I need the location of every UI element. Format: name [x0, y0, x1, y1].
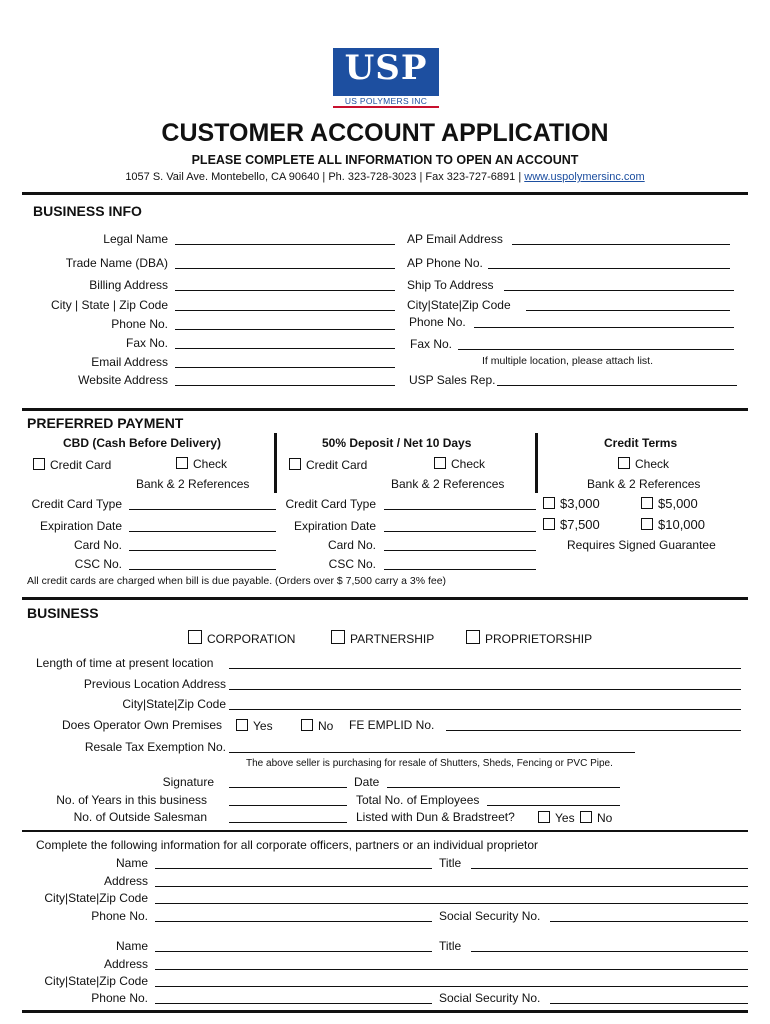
owns-premises-label: Does Operator Own Premises [62, 718, 223, 732]
option-label: Check [193, 457, 228, 471]
option-label: CORPORATION [207, 632, 296, 646]
resale-field[interactable] [229, 752, 635, 753]
section-divider [22, 597, 748, 600]
fein-field[interactable] [446, 730, 741, 731]
business-info-heading: BUSINESS INFO [33, 203, 142, 219]
checkbox-icon[interactable] [236, 719, 248, 731]
officer1-title-label: Title [439, 856, 462, 870]
business-city-field[interactable] [229, 709, 741, 710]
business-city-label: City|State|Zip Code [122, 697, 226, 711]
ship-phone-label: Phone No. [409, 315, 466, 329]
option-label: $10,000 [658, 517, 705, 532]
officer2-ssn-label: Social Security No. [439, 991, 541, 1005]
proprietorship-option[interactable] [466, 630, 592, 645]
option-label: $3,000 [560, 496, 600, 511]
legal-name-field[interactable] [175, 244, 395, 245]
prev-location-label: Previous Location Address [83, 677, 226, 691]
officer1-address-field[interactable] [155, 886, 748, 887]
checkbox-icon[interactable] [580, 811, 592, 823]
trade-name-field[interactable] [175, 268, 395, 269]
credit-bank-refs: Bank & 2 References [587, 477, 701, 491]
checkbox-icon[interactable] [301, 719, 313, 731]
deposit-expiration-label: Expiration Date [293, 519, 376, 533]
officer1-city-field[interactable] [155, 903, 748, 904]
checkbox-icon[interactable] [188, 630, 202, 644]
officer1-ssn-label: Social Security No. [439, 909, 541, 923]
cbd-card-no-label: Card No. [73, 538, 122, 552]
checkbox-icon[interactable] [289, 458, 301, 470]
option-label: PROPRIETORSHIP [485, 632, 593, 646]
owns-yes-option[interactable] [236, 719, 273, 732]
option-label: Credit Card [306, 458, 368, 472]
owns-no-option[interactable] [301, 719, 333, 732]
cbd-card-no-field[interactable] [129, 550, 276, 551]
ship-fax-label: Fax No. [410, 337, 453, 351]
officer2-phone-field[interactable] [155, 1003, 432, 1004]
signature-field[interactable] [229, 787, 347, 788]
option-label: No [318, 719, 334, 733]
date-field[interactable] [387, 787, 620, 788]
credit-check-option[interactable] [618, 457, 669, 470]
partnership-option[interactable] [331, 630, 434, 645]
section-divider [22, 1010, 748, 1013]
guarantee-note: Requires Signed Guarantee [567, 538, 716, 552]
ship-to-field[interactable] [504, 290, 734, 291]
checkbox-icon[interactable] [331, 630, 345, 644]
checkbox-icon[interactable] [466, 630, 480, 644]
prev-location-field[interactable] [229, 689, 741, 690]
deposit-csc-field[interactable] [384, 569, 536, 570]
resale-note: The above seller is purchasing for resale of Shutters, Sheds, Fencing or PVC Pipe. [246, 758, 613, 769]
officer1-city-label: City|State|Zip Code [44, 891, 148, 905]
billing-address-label: Billing Address [89, 278, 168, 292]
cbd-credit-card-option[interactable] [33, 458, 111, 471]
ap-phone-label: AP Phone No. [407, 256, 483, 270]
officer2-city-label: City|State|Zip Code [44, 974, 148, 988]
sales-rep-field[interactable] [497, 385, 737, 386]
officer2-city-field[interactable] [155, 986, 748, 987]
officer1-address-label: Address [103, 874, 148, 888]
website-label: Website Address [78, 373, 168, 387]
cbd-csc-label: CSC No. [74, 557, 122, 571]
officers-intro: Complete the following information for all corporate officers, partners or an individual proprietor [36, 838, 539, 852]
cbd-bank-refs: Bank & 2 References [136, 477, 250, 491]
option-label: PARTNERSHIP [350, 632, 435, 646]
deposit-card-type-label: Credit Card Type [285, 497, 376, 511]
payment-heading: PREFERRED PAYMENT [27, 415, 184, 431]
employees-label: Total No. of Employees [356, 793, 480, 807]
option-label: Yes [555, 811, 575, 825]
section-divider [22, 192, 748, 195]
phone-field[interactable] [175, 329, 395, 330]
ship-phone-field[interactable] [474, 327, 734, 328]
cbd-title: CBD (Cash Before Delivery) [63, 436, 222, 450]
website-field[interactable] [175, 385, 395, 386]
website-link[interactable]: www.uspolymersinc.com [524, 171, 645, 183]
length-label: Length of time at present location [36, 656, 214, 670]
address-line: 1057 S. Vail Ave. Montebello, CA 90640 | Ph. 323-728-3023 | Fax 323-727-6891 | [125, 171, 522, 183]
email-label: Email Address [91, 355, 168, 369]
years-field[interactable] [229, 805, 347, 806]
officer2-title-field[interactable] [471, 951, 748, 952]
amount-5000-option[interactable] [641, 497, 698, 510]
officer1-ssn-field[interactable] [550, 921, 748, 922]
ap-email-field[interactable] [512, 244, 730, 245]
column-divider [274, 433, 277, 493]
phone-label: Phone No. [111, 317, 168, 331]
amount-7500-option[interactable] [543, 518, 600, 531]
amount-3000-option[interactable] [543, 497, 600, 510]
cbd-expiration-label: Expiration Date [39, 519, 122, 533]
option-label: Check [635, 457, 670, 471]
trade-name-label: Trade Name (DBA) [65, 256, 168, 270]
deposit-bank-refs: Bank & 2 References [391, 477, 505, 491]
ship-city-field[interactable] [526, 310, 730, 311]
ship-city-label: City|State|Zip Code [407, 298, 511, 312]
cbd-check-option[interactable] [176, 457, 227, 470]
officer2-name-label: Name [115, 939, 148, 953]
checkbox-icon[interactable] [33, 458, 45, 470]
officer1-phone-label: Phone No. [91, 909, 148, 923]
officer1-name-label: Name [115, 856, 148, 870]
cbd-csc-field[interactable] [129, 569, 276, 570]
deposit-expiration-field[interactable] [384, 531, 536, 532]
deposit-card-type-field[interactable] [384, 509, 536, 510]
deposit-credit-card-option[interactable] [289, 458, 367, 471]
section-divider [22, 830, 748, 832]
cbd-card-type-field[interactable] [129, 509, 276, 510]
deposit-card-no-field[interactable] [384, 550, 536, 551]
dun-no-option[interactable] [580, 811, 612, 824]
option-label: Yes [253, 719, 273, 733]
fein-label: FE EMPLID No. [349, 718, 435, 732]
ship-fax-field[interactable] [458, 349, 734, 350]
business-heading: BUSINESS [27, 605, 99, 621]
employees-field[interactable] [487, 805, 620, 806]
officer2-ssn-field[interactable] [550, 1003, 748, 1004]
amount-10000-option[interactable] [641, 518, 705, 531]
dun-yes-option[interactable] [538, 811, 575, 824]
ap-email-label: AP Email Address [407, 232, 503, 246]
credit-terms-title: Credit Terms [604, 436, 678, 450]
sales-rep-label: USP Sales Rep. [409, 373, 496, 387]
usp-logo [333, 48, 439, 96]
option-label: No [597, 811, 613, 825]
ap-phone-field[interactable] [488, 268, 730, 269]
column-divider [535, 433, 538, 493]
multi-location-note: If multiple location, please attach list. [482, 355, 654, 367]
officer2-address-field[interactable] [155, 969, 748, 970]
logo-accent-bar [333, 106, 439, 108]
checkbox-icon[interactable] [434, 457, 446, 469]
checkbox-icon[interactable] [538, 811, 550, 823]
deposit-csc-label: CSC No. [328, 557, 376, 571]
officer2-title-label: Title [439, 939, 462, 953]
checkbox-icon[interactable] [543, 518, 555, 530]
checkbox-icon[interactable] [618, 457, 630, 469]
corporation-option[interactable] [188, 630, 295, 645]
ship-to-label: Ship To Address [407, 278, 494, 292]
option-label: Credit Card [50, 458, 112, 472]
legal-name-label: Legal Name [103, 232, 168, 246]
page-title: CUSTOMER ACCOUNT APPLICATION [161, 119, 609, 147]
checkbox-icon[interactable] [176, 457, 188, 469]
option-label: $7,500 [560, 517, 600, 532]
city-state-zip-field[interactable] [175, 310, 395, 311]
officer2-name-field[interactable] [155, 951, 432, 952]
payment-note: All credit cards are charged when bill is due payable. (Orders over $ 7,500 carry a 3% fee) [27, 575, 447, 587]
salesman-field[interactable] [229, 822, 347, 823]
salesman-label: No. of Outside Salesman [73, 810, 207, 824]
fax-field[interactable] [175, 348, 395, 349]
officer2-phone-label: Phone No. [91, 991, 148, 1005]
officer2-address-label: Address [103, 957, 148, 971]
option-label: $5,000 [658, 496, 698, 511]
billing-address-field[interactable] [175, 290, 395, 291]
dun-label: Listed with Dun & Bradstreet? [356, 810, 515, 824]
years-label: No. of Years in this business [56, 793, 207, 807]
city-state-zip-label: City | State | Zip Code [51, 298, 168, 312]
email-field[interactable] [175, 367, 395, 368]
officer1-title-field[interactable] [471, 868, 748, 869]
officer1-phone-field[interactable] [155, 921, 432, 922]
checkbox-icon[interactable] [641, 497, 653, 509]
section-divider [22, 408, 748, 411]
officer1-name-field[interactable] [155, 868, 432, 869]
company-contact [0, 172, 770, 183]
deposit-check-option[interactable] [434, 457, 485, 470]
signature-label: Signature [162, 775, 214, 789]
cbd-expiration-field[interactable] [129, 531, 276, 532]
logo-subtitle: US POLYMERS INC [344, 96, 428, 106]
page-subtitle: PLEASE COMPLETE ALL INFORMATION TO OPEN AN ACCOUNT [191, 153, 579, 167]
fax-label: Fax No. [125, 336, 168, 350]
checkbox-icon[interactable] [641, 518, 653, 530]
length-field[interactable] [229, 668, 741, 669]
resale-label: Resale Tax Exemption No. [84, 740, 226, 754]
option-label: Check [451, 457, 486, 471]
logo-text: USP [344, 48, 428, 88]
cbd-card-type-label: Credit Card Type [31, 497, 122, 511]
deposit-title: 50% Deposit / Net 10 Days [322, 436, 472, 450]
date-label: Date [354, 775, 380, 789]
deposit-card-no-label: Card No. [327, 538, 376, 552]
checkbox-icon[interactable] [543, 497, 555, 509]
